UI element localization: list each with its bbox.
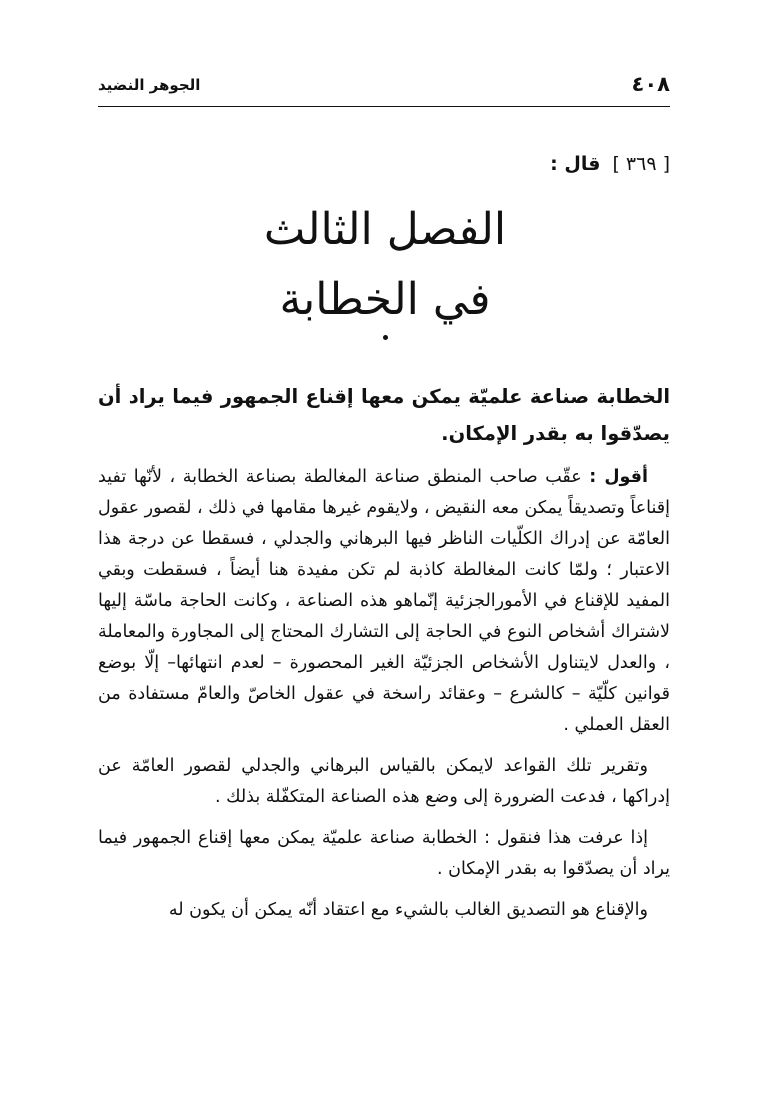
section-label: قال : [550, 153, 601, 175]
thesis-statement: الخطابة صناعة علميّة يمكن معها إقناع الجمهور فيما يراد أن يصدّقوا به بقدر الإمكان. [98, 385, 670, 445]
paragraph-text: عقّب صاحب المنطق صناعة المغالطة بصناعة الخطابة ، لأنّها تفيد إقناعاً وتصديقاً يمكن معه النقيض ، ولايقوم غيرها مقامها في ذلك ، لقصور عقول العامّة عن إدراك الكلّيات الناظر فيها البرهاني والجدلي ، فسقطا عن درجة هذا الاعتبار ؛ ولمّا كانت المغالطة كاذبة لم تكن مفيدة هنا أيضاً ، فسقطت وبقي المفيد للإقناع في الأمورالجزئية إنّماهو هذه الصناعة ، وكانت الحاجة ماسّة إليها لاشتراك أشخاص النوع في الحاجة إلى التشارك المحتاج إلى المجاورة والمعاملة ، والعدل لايتناول الأشخاص الجزئيّة الغير المحصورة – لعدم انتهائها– إلّا بوضع قوانين كلّيّة – كالشرع – وعقائد راسخة في عقول الخاصّ والعامّ مستفادة من العقل العملي . [98, 467, 670, 735]
paragraph-lead: أقول : [589, 467, 648, 487]
paragraph [98, 823, 670, 885]
header-divider [98, 106, 670, 107]
ornament-dot [383, 335, 388, 340]
paragraph [98, 895, 670, 926]
paragraph [98, 751, 670, 813]
paragraph [98, 462, 670, 741]
body-text [98, 378, 670, 936]
paragraph-text: وتقرير تلك القواعد لايمكن بالقياس البرهاني والجدلي لقصور العامّة عن إدراكها ، فدعت الضرورة إلى وضع هذه الصناعة المتكفّلة بذلك . [98, 756, 670, 807]
paragraph-text: إذا عرفت هذا فنقول : الخطابة صناعة علميّة يمكن معها إقناع الجمهور فيما يراد أن يصدّقوا به بقدر الإمكان . [98, 828, 670, 879]
paragraph-text: والإقناع هو التصديق الغالب بالشيء مع اعتقاد أنّه يمكن أن يكون له [168, 900, 648, 920]
page-header [98, 68, 670, 108]
section-reference [550, 153, 670, 175]
page-number: ٤٠٨ [631, 72, 670, 96]
chapter-heading [0, 195, 770, 340]
section-number: [ ٣٦٩ ] [612, 153, 670, 175]
running-title: الجوهر النضيد [98, 76, 201, 94]
chapter-title-line1: الفصل الثالث [263, 204, 507, 255]
chapter-title-line2: في الخطابة [279, 274, 491, 325]
